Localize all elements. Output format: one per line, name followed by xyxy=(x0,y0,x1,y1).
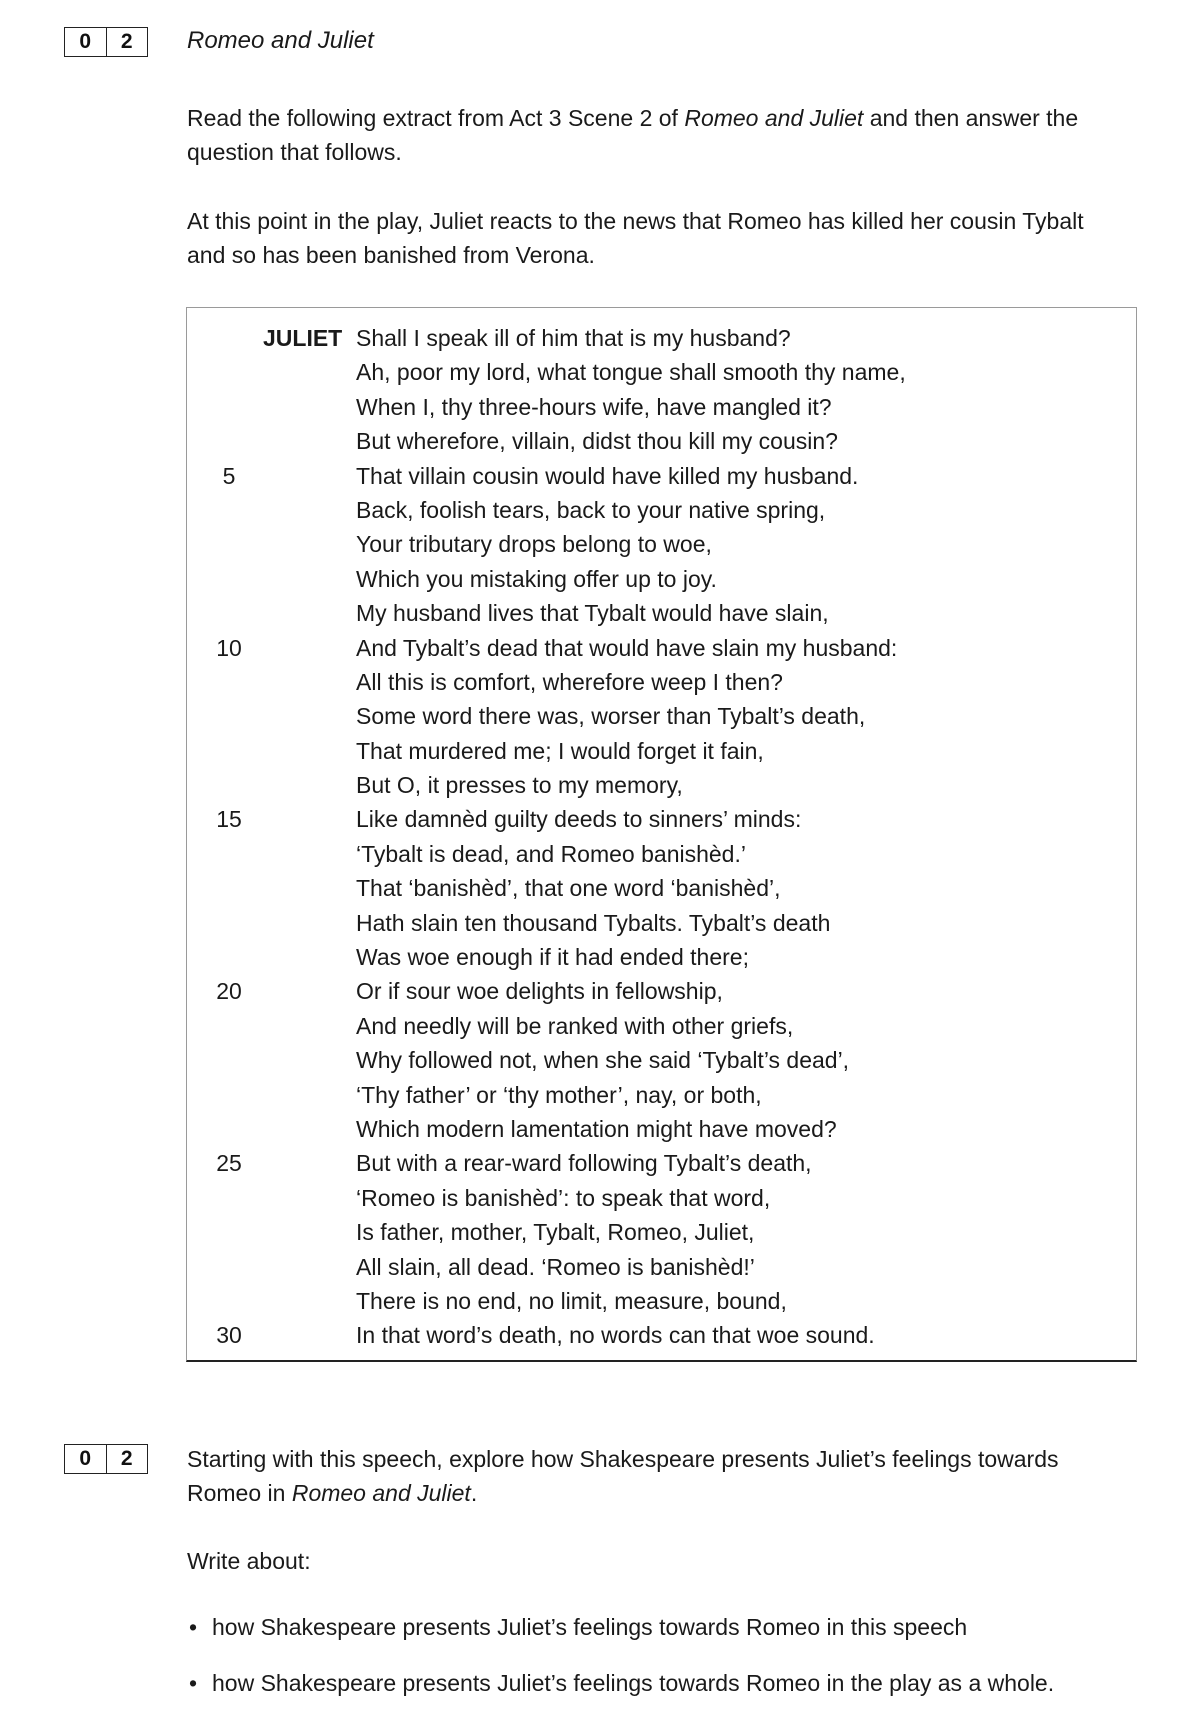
line-text: Your tributary drops belong to woe, xyxy=(356,531,712,558)
line-text: Some word there was, worser than Tybalt’s death, xyxy=(356,703,866,730)
line-text: Which modern lamentation might have moved? xyxy=(356,1115,837,1142)
line-text: When I, thy three-hours wife, have mangled it? xyxy=(356,393,832,420)
question-lead: Starting with this speech, explore how Shakespeare presents Juliet’s feelings towards Romeo in xyxy=(187,1446,1059,1506)
question-tail: . xyxy=(470,1480,478,1506)
line-number: 20 xyxy=(216,978,242,1005)
poem-line xyxy=(187,665,1136,699)
line-text: That villain cousin would have killed my husband. xyxy=(356,462,859,489)
poem-line xyxy=(187,631,1136,665)
line-text: My husband lives that Tybalt would have slain, xyxy=(356,600,829,627)
line-text: But wherefore, villain, didst thou kill my cousin? xyxy=(356,428,838,455)
line-number: 15 xyxy=(216,806,242,833)
bullet-item xyxy=(187,1610,1054,1644)
poem-line xyxy=(187,1043,1136,1077)
poem-line xyxy=(187,1112,1136,1146)
intro-paragraph xyxy=(187,101,1127,169)
line-text: All slain, all dead. ‘Romeo is banishèd!’ xyxy=(356,1253,755,1280)
question-digit: 2 xyxy=(106,28,148,56)
bullet-glyph: • xyxy=(189,1670,198,1696)
question-digit: 0 xyxy=(79,1447,92,1470)
line-number: 25 xyxy=(216,1150,242,1177)
bullet-glyph: • xyxy=(189,1614,198,1640)
write-about-label: Write about: xyxy=(187,1548,311,1574)
line-text: Was woe enough if it had ended there; xyxy=(356,944,749,971)
line-number: 5 xyxy=(222,462,236,489)
poem-line xyxy=(187,734,1136,768)
poem-line xyxy=(187,1250,1136,1284)
poem-line xyxy=(187,871,1136,905)
line-text: ‘Thy father’ or ‘thy mother’, nay, or both, xyxy=(356,1081,762,1108)
poem-line xyxy=(187,1318,1136,1352)
line-text: Hath slain ten thousand Tybalts. Tybalt’s death xyxy=(356,909,831,936)
poem-line xyxy=(187,527,1136,561)
question-number-box xyxy=(64,27,148,57)
line-text: And Tybalt’s dead that would have slain my husband: xyxy=(356,634,898,661)
intro-play-title: Romeo and Juliet xyxy=(684,105,864,131)
bullet-item xyxy=(187,1666,1054,1700)
bullet-text: how Shakespeare presents Juliet’s feelings towards Romeo in this speech xyxy=(212,1614,968,1640)
poem-line xyxy=(187,837,1136,871)
poem-line xyxy=(187,940,1136,974)
line-text: Ah, poor my lord, what tongue shall smooth thy name, xyxy=(356,359,906,386)
poem-line xyxy=(187,1009,1136,1043)
poem-line xyxy=(187,699,1136,733)
extract-box xyxy=(186,307,1137,1362)
line-text: All this is comfort, wherefore weep I then? xyxy=(356,668,783,695)
line-text: But O, it presses to my memory, xyxy=(356,772,683,799)
line-text: Like damnèd guilty deeds to sinners’ minds: xyxy=(356,806,802,833)
poem-line xyxy=(187,802,1136,836)
poem-line xyxy=(187,1215,1136,1249)
question-number-box-2 xyxy=(64,1444,148,1474)
line-text: There is no end, no limit, measure, bound, xyxy=(356,1287,787,1314)
poem-line xyxy=(187,1181,1136,1215)
line-text: In that word’s death, no words can that woe sound. xyxy=(356,1322,875,1349)
intro-lead: Read the following extract from Act 3 Scene 2 of xyxy=(187,105,685,131)
line-text: ‘Tybalt is dead, and Romeo banishèd.’ xyxy=(356,840,746,867)
poem-line xyxy=(187,1078,1136,1112)
context-paragraph: At this point in the play, Juliet reacts to the news that Romeo has killed her cousin Tybalt and so has been banished from Verona. xyxy=(187,208,1084,268)
line-text: But with a rear-ward following Tybalt’s death, xyxy=(356,1150,812,1177)
line-text: ‘Romeo is banishèd’: to speak that word, xyxy=(356,1184,771,1211)
poem-line xyxy=(187,1146,1136,1180)
line-text: And needly will be ranked with other griefs, xyxy=(356,1012,794,1039)
question-digit: 2 xyxy=(106,1445,148,1473)
question-text xyxy=(187,1442,1127,1510)
line-text: That ‘banishèd’, that one word ‘banishèd’, xyxy=(356,875,781,902)
poem-line xyxy=(187,974,1136,1008)
section-title: Romeo and Juliet xyxy=(187,27,374,54)
bullet-list xyxy=(187,1610,1054,1722)
speaker-name: JULIET xyxy=(263,325,343,351)
line-text: Or if sour woe delights in fellowship, xyxy=(356,978,723,1005)
poem-line xyxy=(187,596,1136,630)
poem xyxy=(187,321,1136,1353)
bullet-text: how Shakespeare presents Juliet’s feelings towards Romeo in the play as a whole. xyxy=(212,1670,1055,1696)
line-text: Back, foolish tears, back to your native spring, xyxy=(356,496,826,523)
poem-line xyxy=(187,1284,1136,1318)
poem-line xyxy=(187,493,1136,527)
line-text: Why followed not, when she said ‘Tybalt’s dead’, xyxy=(356,1047,850,1074)
poem-line xyxy=(187,355,1136,389)
poem-line xyxy=(187,768,1136,802)
intro-tail: and then answer the question that follows. xyxy=(187,105,1079,165)
poem-line xyxy=(187,390,1136,424)
poem-line xyxy=(187,562,1136,596)
poem-line xyxy=(187,321,1136,355)
poem-line xyxy=(187,459,1136,493)
line-text: Shall I speak ill of him that is my husband? xyxy=(356,325,791,351)
question-play-title: Romeo and Juliet xyxy=(291,1480,471,1506)
line-number: 30 xyxy=(216,1322,242,1349)
question-digit: 0 xyxy=(79,30,92,53)
line-number: 10 xyxy=(216,634,242,661)
line-text: That murdered me; I would forget it fain, xyxy=(356,737,764,764)
poem-line xyxy=(187,906,1136,940)
line-text: Which you mistaking offer up to joy. xyxy=(356,565,717,592)
line-text: Is father, mother, Tybalt, Romeo, Juliet, xyxy=(356,1219,755,1246)
poem-line xyxy=(187,424,1136,458)
